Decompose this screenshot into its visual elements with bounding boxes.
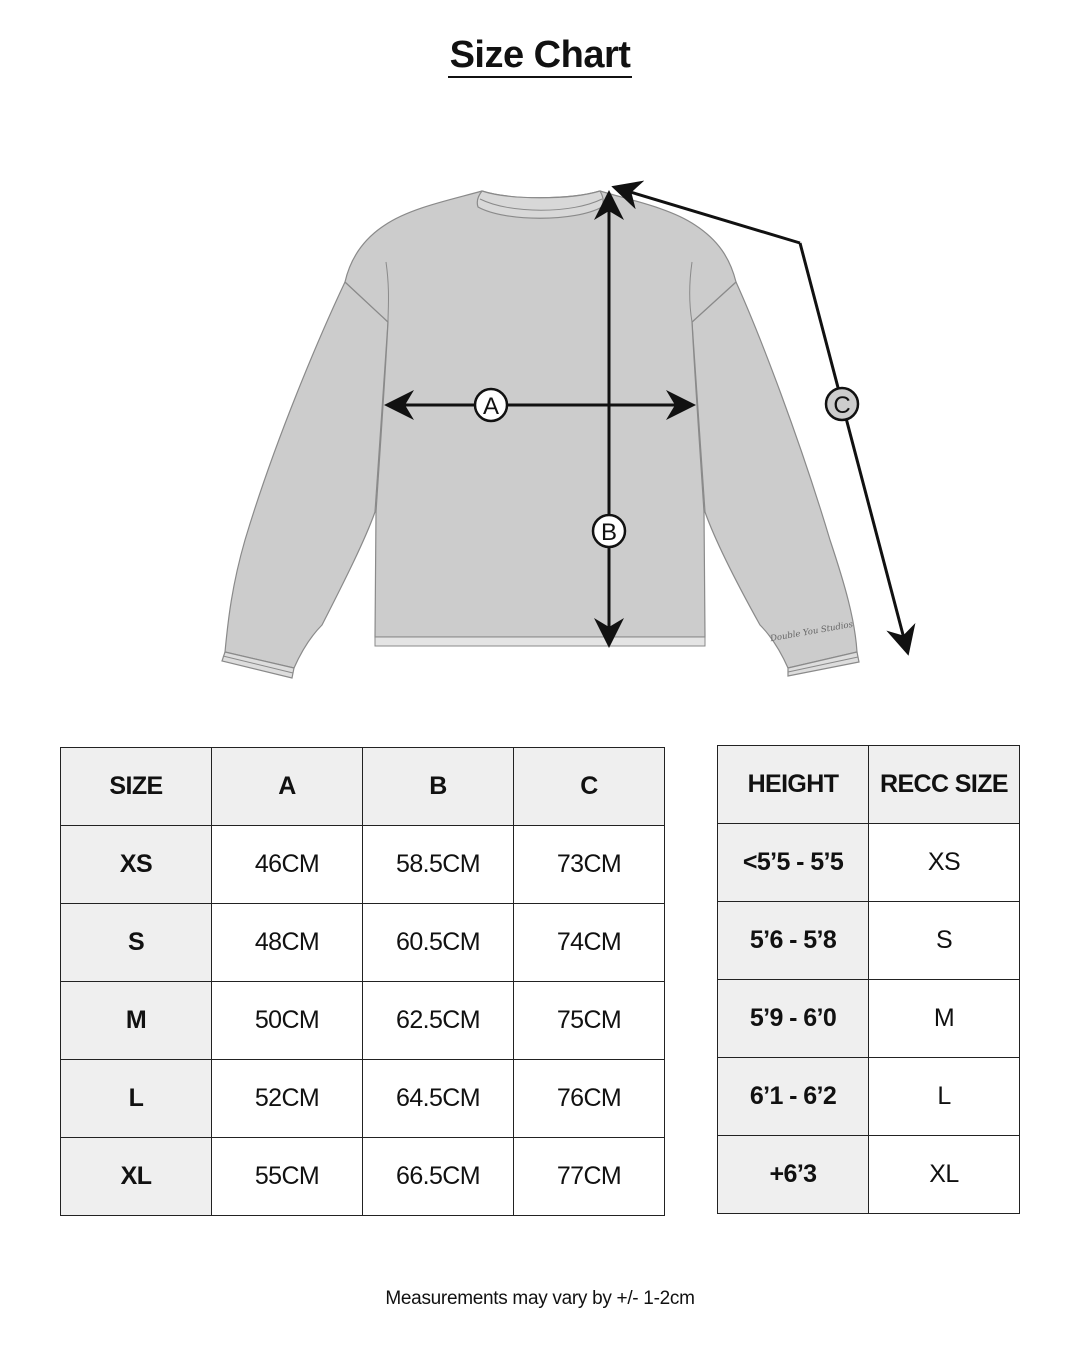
brand-mark: Double You Studios [769, 619, 854, 645]
recommended-size-cell: XS [869, 824, 1020, 902]
measure-b-cell: 60.5CM [363, 904, 514, 982]
measure-a-cell: 50CM [212, 982, 363, 1060]
height-cell: 5’9 - 6’0 [718, 980, 869, 1058]
hem-band [375, 637, 705, 646]
column-header: RECC SIZE [869, 746, 1020, 824]
measure-b-cell: 66.5CM [363, 1138, 514, 1216]
column-header: B [363, 748, 514, 826]
height-cell: <5’5 - 5’5 [718, 824, 869, 902]
column-header: A [212, 748, 363, 826]
column-header: C [514, 748, 665, 826]
table-row [718, 1058, 1020, 1136]
height-cell: +6’3 [718, 1136, 869, 1214]
table-row [61, 1060, 665, 1138]
table-row [718, 980, 1020, 1058]
column-header: SIZE [61, 748, 212, 826]
marker-c-label: C [833, 392, 851, 419]
left-sleeve-shape [225, 282, 388, 668]
size-cell: XS [61, 826, 212, 904]
marker-b [593, 515, 625, 547]
measure-a-cell: 46CM [212, 826, 363, 904]
measure-a-cell: 48CM [212, 904, 363, 982]
height-cell: 5’6 - 5’8 [718, 902, 869, 980]
measure-c-cell: 76CM [514, 1060, 665, 1138]
measurement-disclaimer: Measurements may vary by +/- 1-2cm [385, 1288, 695, 1309]
table-row [61, 904, 665, 982]
marker-a [475, 389, 507, 421]
table-row [718, 902, 1020, 980]
table-row [718, 1136, 1020, 1214]
page-title-text: Size Chart [449, 34, 631, 76]
marker-b-label: B [600, 519, 618, 546]
marker-a-label: A [482, 393, 500, 420]
recommended-size-cell: L [869, 1058, 1020, 1136]
measure-a-cell: 52CM [212, 1060, 363, 1138]
table-row [61, 826, 665, 904]
measurements-table [60, 747, 665, 1216]
table-row [718, 824, 1020, 902]
table-header-row [61, 748, 665, 826]
measure-c-cell: 77CM [514, 1138, 665, 1216]
measure-b-cell: 58.5CM [363, 826, 514, 904]
measure-b-cell: 62.5CM [363, 982, 514, 1060]
height-cell: 6’1 - 6’2 [718, 1058, 869, 1136]
table-row [61, 1138, 665, 1216]
column-header: HEIGHT [718, 746, 869, 824]
recommended-size-cell: S [869, 902, 1020, 980]
size-cell: XL [61, 1138, 212, 1216]
measure-b-cell: 64.5CM [363, 1060, 514, 1138]
recommended-size-cell: XL [869, 1136, 1020, 1214]
table-header-row [718, 746, 1020, 824]
measure-c-cell: 73CM [514, 826, 665, 904]
right-sleeve-shape [692, 282, 857, 668]
height-recommendation-table [717, 745, 1020, 1214]
size-cell: L [61, 1060, 212, 1138]
table-row [61, 982, 665, 1060]
size-cell: M [61, 982, 212, 1060]
marker-c [826, 388, 858, 420]
body-shape [345, 191, 736, 637]
size-cell: S [61, 904, 212, 982]
measure-c-cell: 75CM [514, 982, 665, 1060]
recommended-size-cell: M [869, 980, 1020, 1058]
measure-a-cell: 55CM [212, 1138, 363, 1216]
measure-c-cell: 74CM [514, 904, 665, 982]
